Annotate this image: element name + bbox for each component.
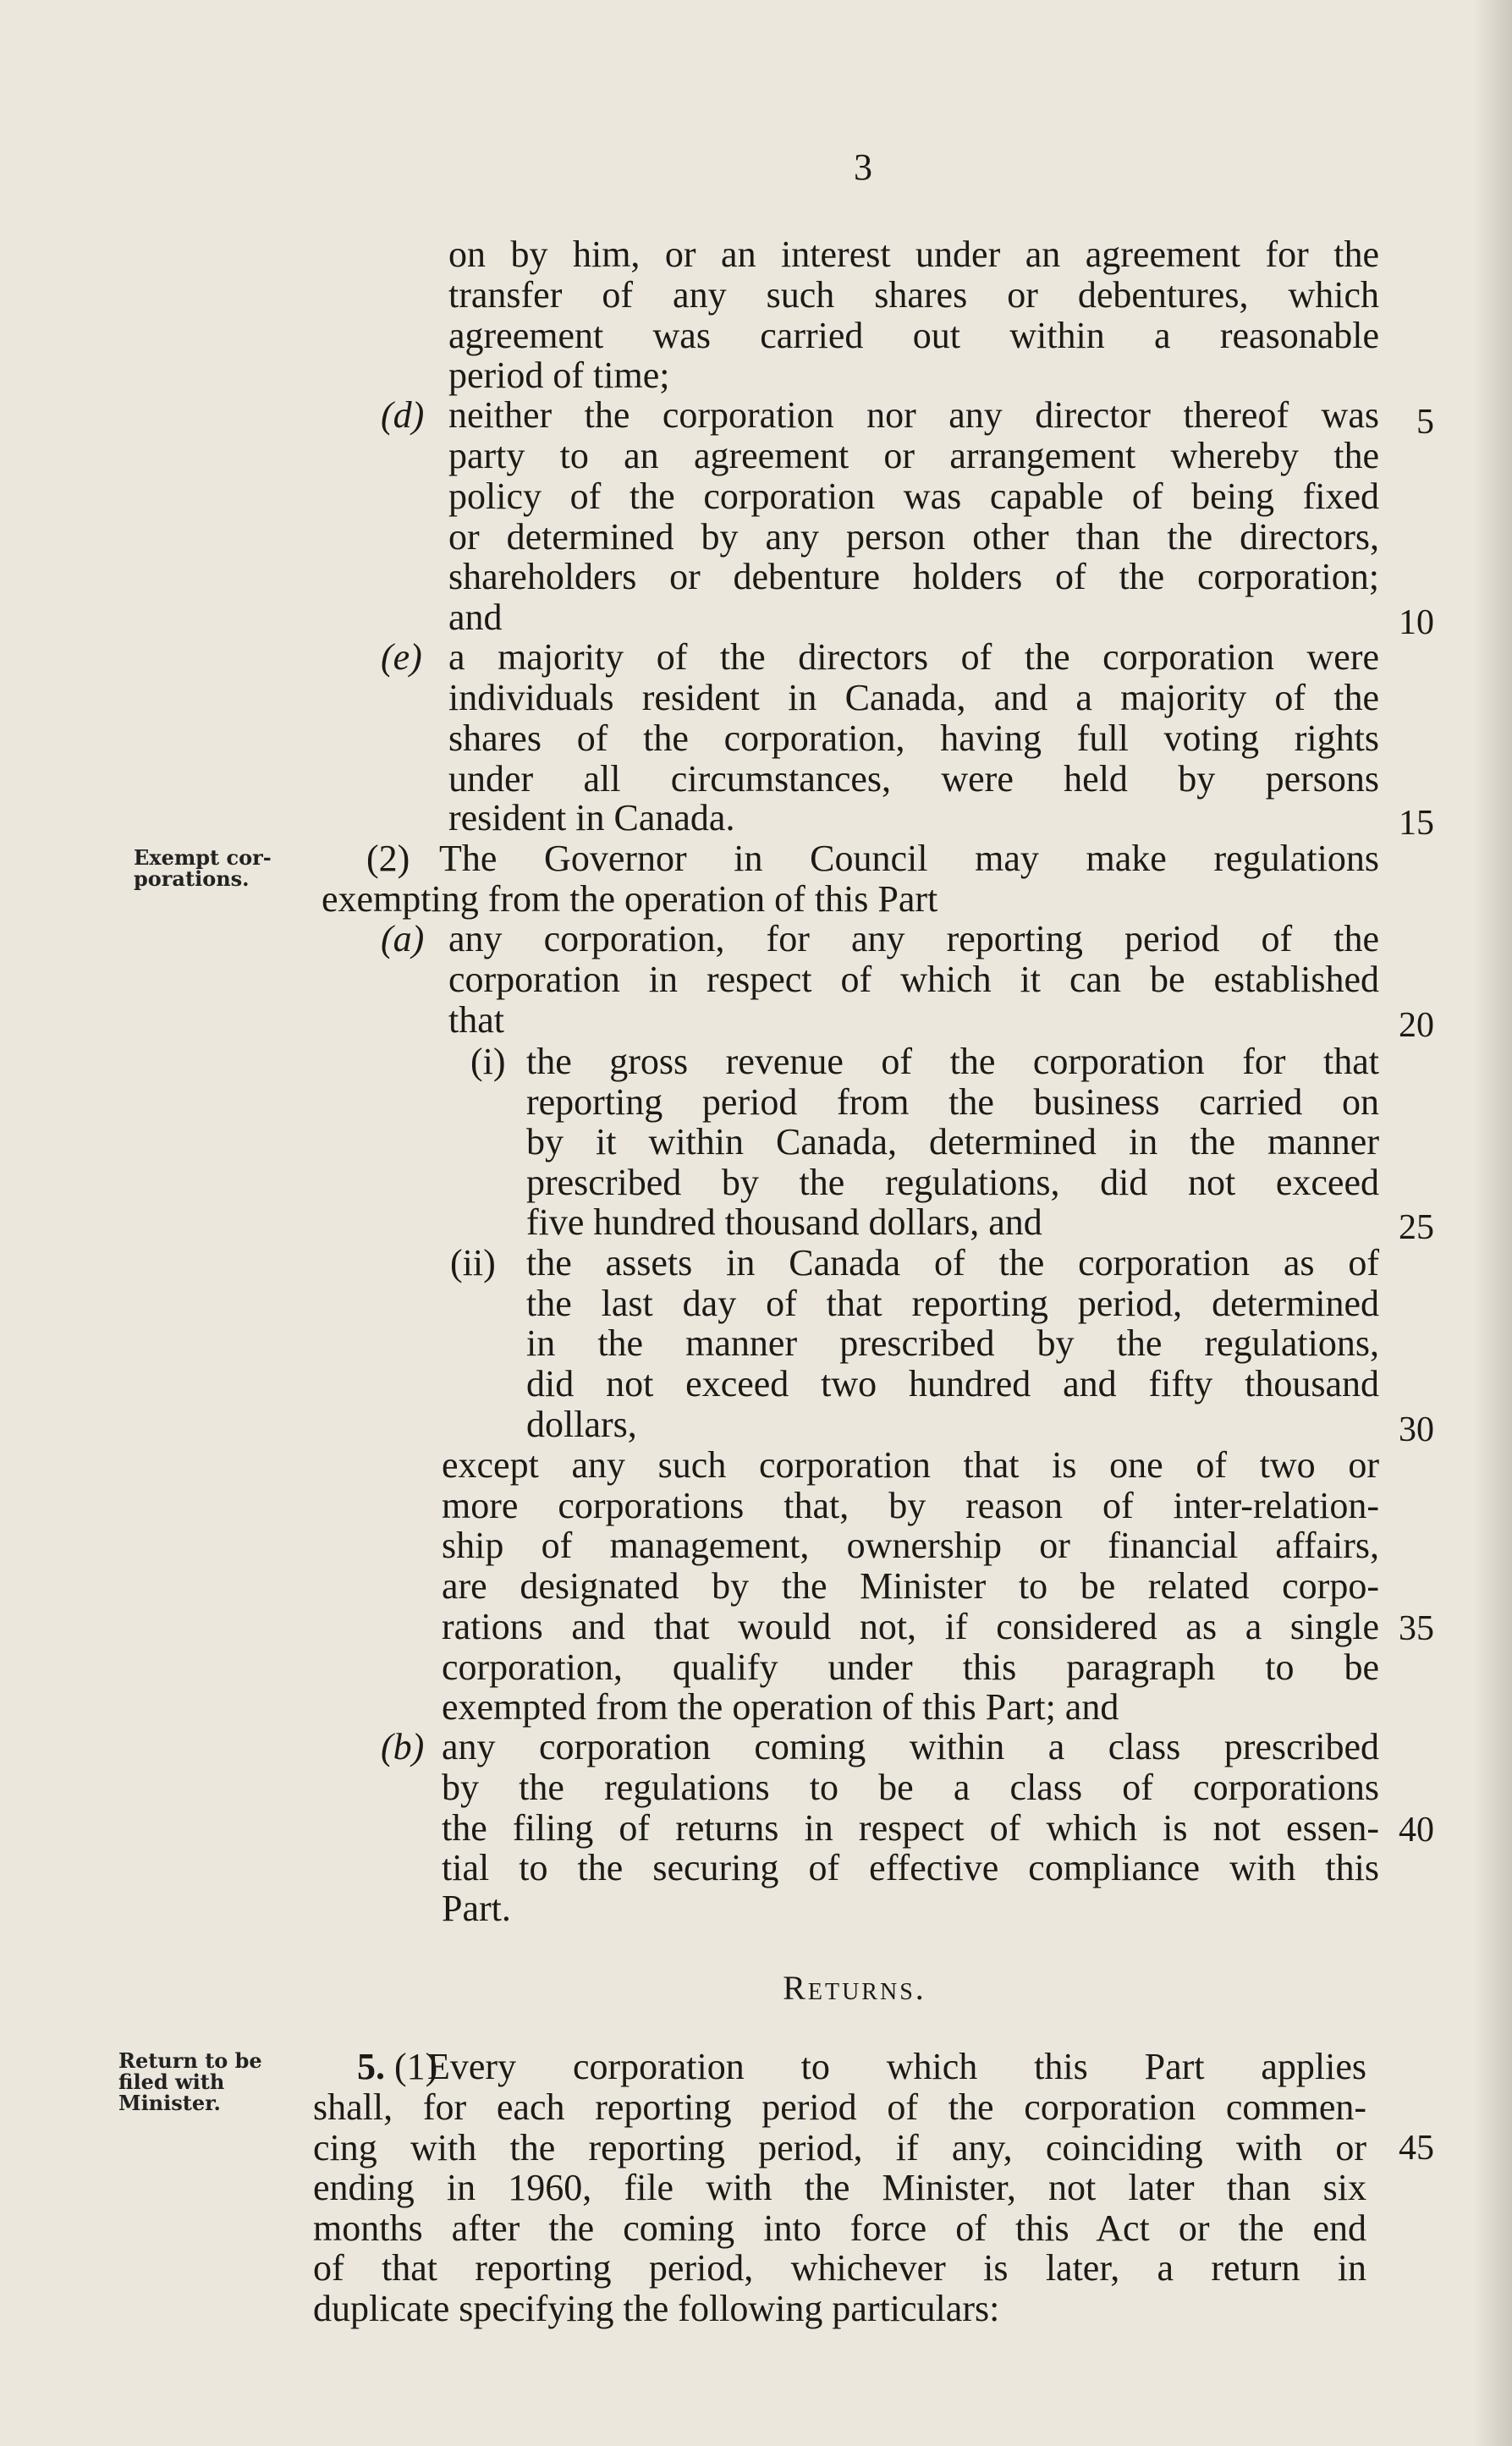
- margin-note-exempt-1: Exempt cor-: [134, 845, 272, 870]
- text-line: the assets in Canada of the corporation as of: [526, 1242, 1379, 1283]
- text-line: any corporation, for any reporting period of the: [448, 918, 1379, 959]
- text-line: ship of management, ownership or financial affairs,: [442, 1525, 1379, 1566]
- line-number: 15: [1399, 804, 1434, 843]
- line-number: 40: [1399, 1811, 1434, 1850]
- text-line: dollars,: [526, 1404, 637, 1445]
- text-line: tial to the securing of effective compliance with this: [442, 1847, 1379, 1888]
- text-line: prescribed by the regulations, did not exceed: [526, 1162, 1379, 1203]
- clause-label-e: (e): [381, 636, 422, 678]
- text-line: shares of the corporation, having full voting rights: [448, 717, 1379, 759]
- text-line: Part.: [442, 1888, 511, 1929]
- line-number: 5: [1416, 403, 1434, 442]
- text-line: individuals resident in Canada, and a majority of the: [448, 677, 1379, 718]
- text-line: under all circumstances, were held by persons: [448, 758, 1379, 800]
- text-line: any corporation coming within a class prescribed: [442, 1726, 1379, 1767]
- line-number: 25: [1399, 1208, 1434, 1247]
- text-line: are designated by the Minister to be related corpo-: [442, 1565, 1379, 1607]
- text-line: cing with the reporting period, if any, coinciding with or: [313, 2127, 1366, 2168]
- text-line: rations and that would not, if considered as a single: [442, 1606, 1379, 1647]
- text-line: or determined by any person other than the directors,: [448, 516, 1379, 558]
- text-line: party to an agreement or arrangement whereby the: [448, 435, 1379, 476]
- text-line: except any such corporation that is one of two or: [442, 1444, 1379, 1486]
- line-number: 20: [1399, 1006, 1434, 1045]
- text-line: shall, for each reporting period of the corporation commen-: [313, 2086, 1366, 2128]
- text-line: that: [448, 999, 504, 1041]
- text-line: and: [448, 596, 503, 638]
- text-line: the last day of that reporting period, determined: [526, 1283, 1379, 1324]
- subclause-label-i: (i): [470, 1041, 506, 1082]
- line-number: 35: [1399, 1609, 1434, 1648]
- line-number: 10: [1399, 603, 1434, 642]
- text-line: in the manner prescribed by the regulations,: [526, 1322, 1379, 1364]
- margin-note-return-1: Return to be: [118, 2048, 262, 2073]
- text-line: more corporations that, by reason of inter-relation-: [442, 1485, 1379, 1526]
- subsection-label-2: (2): [366, 838, 410, 879]
- text-line: corporation in respect of which it can be established: [448, 959, 1379, 1000]
- text-line: by it within Canada, determined in the manner: [526, 1121, 1379, 1163]
- text-line: the filing of returns in respect of which is not essen-: [442, 1807, 1379, 1849]
- margin-note-return-2: filed with: [118, 2069, 225, 2094]
- text-line: transfer of any such shares or debentures, which: [448, 274, 1379, 316]
- text-line: did not exceed two hundred and fifty thousand: [526, 1363, 1379, 1404]
- text-line: exempting from the operation of this Part: [322, 878, 938, 920]
- text-line: on by him, or an interest under an agreement for the: [448, 234, 1379, 275]
- text-line: the gross revenue of the corporation for that: [526, 1041, 1379, 1082]
- text-line: agreement was carried out within a reasonable: [448, 315, 1379, 356]
- text-line: The Governor in Council may make regulations: [439, 838, 1379, 879]
- text-line: corporation, qualify under this paragraph to be: [442, 1646, 1379, 1688]
- margin-note-exempt-2: porations.: [134, 866, 250, 891]
- text-line: reporting period from the business carried on: [526, 1081, 1379, 1123]
- text-line: duplicate specifying the following particulars:: [313, 2288, 1000, 2329]
- text-line: of that reporting period, whichever is later, a return in: [313, 2247, 1366, 2289]
- text-line: policy of the corporation was capable of being fixed: [448, 475, 1379, 517]
- text-line: a majority of the directors of the corporation were: [448, 636, 1379, 678]
- text-line: shareholders or debenture holders of the corporation;: [448, 556, 1379, 597]
- text-line: Every corporation to which this Part applies: [427, 2046, 1366, 2087]
- clause-label-b: (b): [381, 1726, 425, 1767]
- page-number: 3: [854, 146, 872, 188]
- line-number: 30: [1399, 1410, 1434, 1449]
- text-line: exempted from the operation of this Part; and: [442, 1686, 1119, 1728]
- margin-note-return-3: Minister.: [118, 2091, 221, 2115]
- text-line: by the regulations to be a class of corporations: [442, 1767, 1379, 1808]
- section-heading-returns: Returns.: [783, 1969, 926, 2007]
- text-line: neither the corporation nor any director thereof was: [448, 394, 1379, 436]
- clause-label-a: (a): [381, 918, 425, 959]
- section-label-5: 5. (1): [357, 2046, 438, 2087]
- clause-label-d: (d): [381, 394, 425, 436]
- text-line: period of time;: [448, 355, 670, 396]
- text-line: months after the coming into force of this Act or the end: [313, 2207, 1366, 2249]
- text-line: ending in 1960, file with the Minister, not later than six: [313, 2167, 1366, 2208]
- line-number: 45: [1399, 2129, 1434, 2168]
- text-line: resident in Canada.: [448, 797, 735, 838]
- subclause-label-ii: (ii): [450, 1242, 496, 1283]
- text-line: five hundred thousand dollars, and: [526, 1201, 1042, 1243]
- page-edge-shadow: [1473, 0, 1512, 2446]
